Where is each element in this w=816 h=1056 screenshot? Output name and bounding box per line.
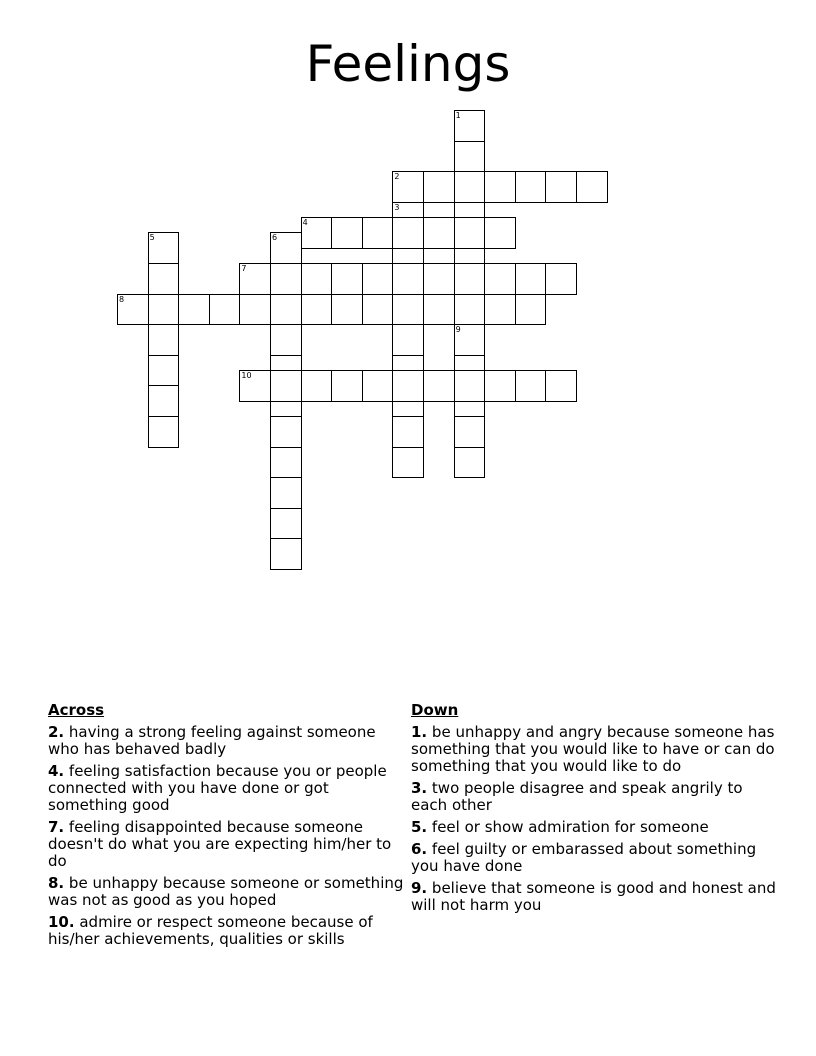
grid-cell[interactable]: [454, 141, 486, 173]
grid-cell[interactable]: [484, 171, 516, 203]
grid-cell[interactable]: [454, 263, 486, 295]
grid-cell[interactable]: [362, 294, 394, 326]
grid-cell[interactable]: [270, 324, 302, 356]
cell-number: 3: [394, 202, 400, 212]
grid-cell[interactable]: [454, 416, 486, 448]
cell-number: 5: [149, 233, 155, 243]
grid-cell[interactable]: [423, 217, 455, 249]
grid-cell[interactable]: [270, 416, 302, 448]
clue-text: feel guilty or embarassed about something you have done: [411, 840, 757, 875]
grid-cell[interactable]: [392, 324, 424, 356]
clue-text: feel or show admiration for someone: [431, 818, 709, 836]
down-clue: [411, 819, 777, 836]
across-clue: [48, 819, 408, 870]
cell-number: 10: [241, 371, 252, 381]
grid-cell[interactable]: [484, 370, 516, 402]
cell-number: 8: [119, 294, 125, 304]
grid-cell[interactable]: [545, 263, 577, 295]
grid-cell[interactable]: [392, 171, 424, 203]
puzzle-title: Feelings: [305, 35, 511, 93]
grid-cell[interactable]: [331, 217, 363, 249]
clue-text: admire or respect someone because of his/her achievements, qualities or skills: [48, 913, 373, 948]
grid-cell[interactable]: [392, 217, 424, 249]
grid-cell[interactable]: [392, 370, 424, 402]
grid-cell[interactable]: [148, 294, 180, 326]
grid-cell[interactable]: [239, 294, 271, 326]
clue-number: 9.: [411, 879, 428, 897]
grid-cell[interactable]: [270, 232, 302, 264]
grid-cell[interactable]: [515, 294, 547, 326]
clue-number: 10.: [48, 913, 75, 931]
across-heading: Across: [48, 701, 105, 719]
cell-number: 1: [455, 111, 461, 120]
grid-cell[interactable]: [270, 294, 302, 326]
grid-cell[interactable]: [301, 263, 333, 295]
grid-cell[interactable]: [454, 294, 486, 326]
grid-cell[interactable]: [270, 370, 302, 402]
grid-cell[interactable]: [331, 263, 363, 295]
clue-text: be unhappy because someone or something was not as good as you hoped: [48, 874, 404, 909]
grid-cell[interactable]: [454, 110, 486, 142]
grid-cell[interactable]: [454, 324, 486, 356]
grid-cell[interactable]: [148, 355, 180, 387]
cell-number: 9: [455, 325, 461, 335]
grid-cell[interactable]: [270, 508, 302, 540]
clue-text: feeling disappointed because someone doesn't do what you are expecting him/her to do: [48, 818, 392, 870]
grid-cell[interactable]: [423, 171, 455, 203]
across-clue: [48, 763, 408, 814]
grid-cell[interactable]: [545, 370, 577, 402]
cell-number: 4: [302, 218, 308, 228]
clue-text: be unhappy and angry because someone has something that you would like to have or can do something that you would like to do: [411, 723, 775, 775]
grid-cell[interactable]: [117, 294, 149, 326]
grid-cell[interactable]: [270, 447, 302, 479]
grid-cell[interactable]: [239, 263, 271, 295]
across-clue: [48, 724, 408, 758]
down-clue: [411, 724, 777, 775]
grid-cell[interactable]: [301, 370, 333, 402]
clue-number: 1.: [411, 723, 428, 741]
grid-cell[interactable]: [454, 171, 486, 203]
across-clue: [48, 914, 408, 948]
grid-cell[interactable]: [484, 294, 516, 326]
down-clue: [411, 880, 777, 914]
grid-cell[interactable]: [392, 416, 424, 448]
grid-cell[interactable]: [148, 324, 180, 356]
grid-cell[interactable]: [484, 263, 516, 295]
across-clue: [48, 875, 408, 909]
grid-cell[interactable]: [515, 263, 547, 295]
clue-number: 4.: [48, 762, 65, 780]
grid-cell[interactable]: [392, 447, 424, 479]
grid-cell[interactable]: [331, 294, 363, 326]
grid-cell[interactable]: [392, 294, 424, 326]
grid-cell[interactable]: [362, 263, 394, 295]
grid-cell[interactable]: [301, 294, 333, 326]
clue-number: 3.: [411, 779, 428, 797]
grid-cell[interactable]: [270, 263, 302, 295]
clue-text: two people disagree and speak angrily to each other: [411, 779, 743, 814]
grid-cell[interactable]: [301, 217, 333, 249]
grid-cell[interactable]: [423, 370, 455, 402]
grid-cell[interactable]: [331, 370, 363, 402]
clue-number: 2.: [48, 723, 65, 741]
clue-number: 8.: [48, 874, 65, 892]
grid-cell[interactable]: [454, 370, 486, 402]
grid-cell[interactable]: [148, 416, 180, 448]
grid-cell[interactable]: [362, 217, 394, 249]
across-clues: [48, 702, 408, 953]
grid-cell[interactable]: [545, 171, 577, 203]
grid-cell[interactable]: [576, 171, 608, 203]
grid-cell[interactable]: [270, 477, 302, 509]
grid-cell[interactable]: [454, 217, 486, 249]
down-clue: [411, 841, 777, 875]
clue-number: 5.: [411, 818, 428, 836]
clue-text: feeling satisfaction because you or people connected with you have done or got something good: [48, 762, 387, 814]
grid-cell[interactable]: [362, 370, 394, 402]
grid-cell[interactable]: [454, 447, 486, 479]
cell-number: 7: [241, 264, 247, 273]
down-heading: Down: [411, 701, 459, 719]
cell-number: 2: [394, 172, 400, 182]
grid-cell[interactable]: [392, 263, 424, 295]
grid-cell[interactable]: [423, 263, 455, 295]
grid-cell[interactable]: [515, 171, 547, 203]
clue-text: believe that someone is good and honest and will not harm you: [411, 879, 776, 914]
down-clue: [411, 780, 777, 814]
grid-cell[interactable]: [148, 232, 180, 264]
cell-number: 6: [272, 233, 278, 243]
grid-cell[interactable]: [209, 294, 241, 326]
grid-cell[interactable]: [148, 263, 180, 295]
down-clues: [411, 702, 777, 919]
grid-cell[interactable]: [270, 538, 302, 570]
grid-cell[interactable]: [148, 385, 180, 417]
grid-cell[interactable]: [423, 294, 455, 326]
grid-cell[interactable]: [178, 294, 210, 326]
clue-number: 6.: [411, 840, 428, 858]
grid-cell[interactable]: [484, 217, 516, 249]
clue-number: 7.: [48, 818, 65, 836]
clue-text: having a strong feeling against someone who has behaved badly: [48, 723, 376, 758]
grid-cell[interactable]: [515, 370, 547, 402]
grid-cell[interactable]: [239, 370, 271, 402]
